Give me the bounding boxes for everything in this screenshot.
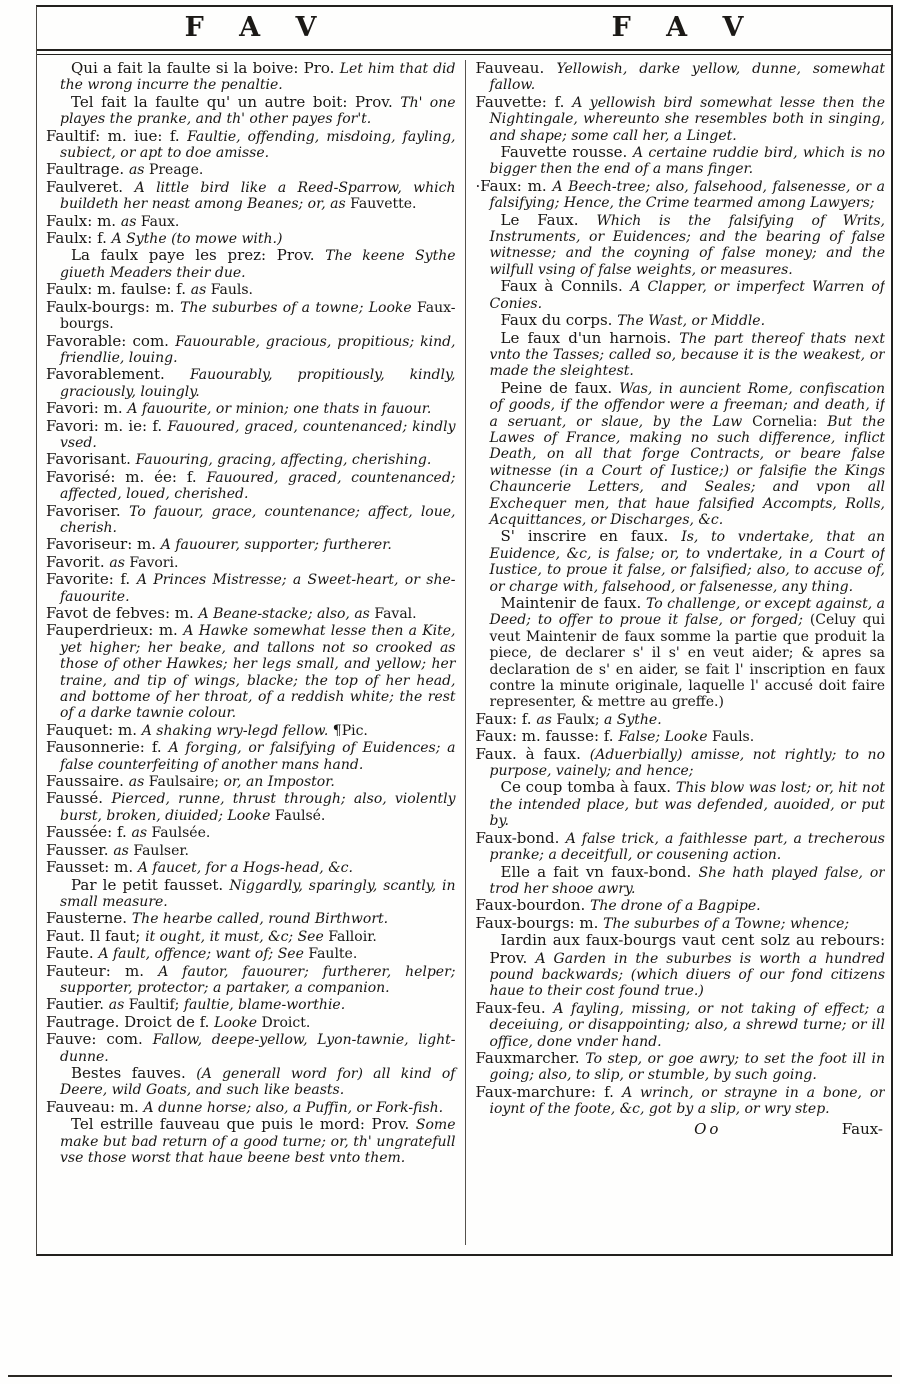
entry-headword: Tel fait la faulte qu' un autre boit: Prov. [71,92,401,111]
dictionary-entry [46,945,456,962]
entry-headword: Faussée: f. [46,823,132,842]
page-frame [36,5,893,1256]
entry-definition: False; Looke [618,729,712,746]
entry-headword: Par le petit fausset. [71,875,230,894]
entry-definition: A fauourer, supporter; furtherer. [160,537,392,554]
dictionary-entry [46,790,456,824]
entry-crossref: Faulx; [556,711,604,728]
dictionary-entry [46,963,456,997]
entry-headword: Fauteur: m. [46,961,159,980]
entry-definition: Fauouring, gracing, affecting, cherishing. [135,452,432,469]
entry-definition: as [109,554,130,571]
entry-definition: A Beane-stacke; also, as [198,606,375,622]
entry-definition: But the Lawes of France, making no such difference, inflict Death, on all that forge Contracts, or beare false witnesse (in a Court of Iustice;) or falsifie the Kings Chauncerie Letters, and Seales; and vpon all Exchequer men, that haue falsified Accompts, Rolls, Acquittances, or Discharges, &c. [489,413,885,528]
dictionary-entry [46,161,456,178]
dictionary-entry [46,1031,456,1065]
entry-definition: To step, or goe awry; to set the foot ill in going; also, to slip, or stumble, by such going. [489,1050,885,1084]
entry-headword: Fauxmarcher. [475,1048,586,1067]
entry-headword: Favori: m. ie: f. [46,416,168,435]
left-column [46,60,465,1245]
entry-definition: A fayling, missing, or not taking of effect; a deceiuing, or disappointing; also, a shrewd turne; or ill office, done vnder hand. [489,1000,885,1050]
dictionary-entry [476,595,886,711]
dictionary-entry [46,1065,456,1099]
entry-headword: Favorablement. [46,365,190,384]
dictionary-entry [46,859,456,876]
entry-headword: Faux-bond. [475,828,566,847]
dictionary-entry [476,915,886,932]
entry-headword: Fauvette: f. [475,92,573,111]
entry-headword: Fauvette rousse. [500,143,633,162]
entry-crossref: Faux-bourgs. [60,299,456,333]
dictionary-entry [476,728,886,745]
entry-definition: A Clapper, or imperfect Warren of Conies. [489,279,885,312]
entry-crossref: Faux. [140,213,180,230]
scan-artifact-line [8,1375,892,1377]
entry-definition: The suburbes of a towne; Looke [180,299,417,316]
entry-definition: A Beech-tree; also, falsehood, falsenesse, or a falsifying; Hence, the Crime tearmed among Lawyers; [489,178,885,212]
dictionary-entry [476,1000,886,1050]
dictionary-entry [476,1050,886,1084]
entry-definition: A dunne horse; also, a Puffin, or Fork-fish. [143,1099,444,1116]
running-head-left: F A V [184,11,330,43]
entry-headword: Le Faux. [500,210,597,229]
entry-definition: A fautor, fauourer; furtherer, helper; supporter, protector; a partaker, a companion. [60,963,456,996]
entry-headword: Faultrage. [46,160,129,179]
entry-headword: Peine de faux. [500,378,620,397]
entry-definition: Fauourable, gracious, propitious; kind, friendlie, louing. [60,333,456,366]
entry-crossref: Favori. [129,554,179,571]
entry-headword: Fausser. [46,840,114,859]
dictionary-entry [46,1099,456,1116]
entry-headword: Fauperdrieux: m. [46,621,184,640]
dictionary-entry [46,503,456,537]
dictionary-entry [46,333,456,367]
entry-headword: Fauveau: m. [46,1097,144,1116]
entry-headword: Tel estrille fauveau que puis le mord: Prov. [71,1115,416,1134]
entry-headword: Favorisant. [46,450,136,469]
dictionary-entry [46,554,456,571]
entry-definition: Faultie, offending, misdoing, fayling, subiect, or apt to doe amisse. [60,128,456,162]
entry-headword: Favoriseur: m. [46,535,161,554]
entry-headword: Elle a fait vn faux-bond. [500,862,699,881]
entry-definition: as [131,825,152,842]
entry-definition: Fallow, deepe-yellow, Lyon-tawnie, light-dunne. [60,1032,456,1065]
running-head-right: F A V [611,11,757,43]
dictionary-entry [476,528,886,595]
dictionary-entry [46,910,456,927]
entry-definition: A false trick, a faithlesse part, a trecherous pranke; a deceitfull, or cousening action. [489,830,885,864]
dictionary-entry [476,932,886,1000]
entry-definition: Fauoured, graced, countenanced; affected, loued, cherished. [60,469,456,503]
entry-headword: Qui a fait la faulte si la boive: Pro. [71,60,340,77]
dictionary-entry [46,536,456,553]
entry-headword: Faut. Il faut; [46,926,146,945]
entry-definition: as [128,162,149,179]
entry-headword: Faux-marchure: f. [475,1082,623,1101]
entry-crossref: Faultif; [128,997,184,1014]
entry-definition: The Wast, or Middle. [617,313,766,330]
entry-definition: Some make but bad return of a good turne; or, th' ungratefull vse those worst that haue beene best vnto them. [60,1117,456,1166]
entry-headword: Fautrage. Droict de f. [46,1012,215,1031]
dictionary-entry [46,451,456,468]
entry-definition: Niggardly, sparingly, scantly, in small measure. [60,877,456,910]
entry-definition: as [120,213,141,230]
entry-definition: faultie, blame-worthie. [183,997,346,1014]
entry-headword: Le faux d'un harnois. [500,328,680,347]
entry-headword: Faux-feu. [475,998,554,1017]
entry-definition: A forging, or falsifying of Euidences; a false counterfeiting of another mans hand. [60,740,456,773]
right-column-entries [476,60,886,1118]
dictionary-entry [46,418,456,452]
entry-definition: The drone of a Bagpipe. [590,898,761,915]
right-column [465,60,886,1245]
entry-headword: Favorite: f. [46,570,137,589]
dictionary-entry [46,247,456,281]
entry-headword: Ce coup tomba à faux. [500,778,676,797]
dictionary-entry [476,711,886,728]
entry-crossref: Preage. [148,162,204,179]
entry-definition: as [190,282,211,299]
entry-headword: Favorisé: m. ée: f. [46,467,207,486]
dictionary-entry [476,746,886,780]
entry-definition: Fauourably, propitiously, kindly, graciously, louingly. [60,367,456,400]
entry-crossref: Faulte. [308,946,358,963]
entry-definition: Yellowish, darke yellow, dunne, somewhat fallow. [489,61,885,94]
entry-headword: Faux à Connils. [500,277,631,296]
entry-headword: Faussé. [46,789,112,808]
dictionary-entry [476,94,886,144]
entry-headword: Faux du corps. [500,311,618,330]
dictionary-entry [46,469,456,503]
dictionary-entry [46,842,456,859]
entry-headword: Faux-bourgs: m. [475,913,604,932]
dictionary-entry [46,739,456,773]
entry-definition: The part thereof thats next vnto the Tasses; called so, because it is the weakest, or made the sleightest. [489,330,885,380]
dictionary-entry [46,605,456,622]
colophon-line [476,1118,886,1138]
dictionary-entry [46,179,456,213]
entry-crossref: Droict. [261,1014,311,1031]
entry-headword: Faulx-bourgs: m. [46,297,181,316]
entry-headword: Fausset: m. [46,858,138,877]
dictionary-entry [476,779,886,829]
dictionary-entry [476,380,886,529]
dictionary-entry [46,928,456,945]
entry-headword: Faulx: f. [46,229,112,248]
entry-definition: The hearbe called, round Birthwort. [131,911,389,928]
entry-definition: Is, to vndertake, that an Euidence, &c, is false; or, to vndertake, in a Court of Iustice, to proue it false, or falsified; also, to accuse of, or charge with, falsehood, or falsenesse, any thing. [489,529,885,595]
dictionary-entry [476,1084,886,1118]
entry-headword: Fauveau. [475,60,557,77]
entry-definition: She hath played false, or trod her shooe awry. [489,864,885,897]
entry-headword: Faultif: m. iue: f. [46,126,188,145]
dictionary-entry [476,212,886,279]
entry-headword: Favoriser. [46,501,130,520]
entry-definition: Looke [214,1014,262,1031]
dictionary-entry [476,278,886,312]
dictionary-entry [476,864,886,898]
entry-headword: Favorable: com. [46,331,176,350]
entry-headword: Bestes fauves. [71,1063,197,1082]
entry-definition: A wrinch, or strayne in a bone, or ioynt of the foote, &c, got by a slip, or wry step. [489,1084,885,1118]
entry-crossref: Faulsée. [151,825,211,842]
entry-definition: it ought, it must, &c; See [145,928,329,945]
entry-definition: Let him that did the wrong incurre the penaltie. [60,61,456,94]
dictionary-entry [476,897,886,914]
entry-headword: Maintenir de faux. [500,594,647,612]
entry-definition: A Garden in the suburbes is worth a hundred pound backwards; (which diuers of our fond citizens haue to their cost found true.) [489,950,885,1000]
entry-definition: A Sythe (to mowe with.) [111,231,283,248]
entry-crossref: ¶Pic. [332,722,368,739]
entry-definition: A faucet, for a Hogs-head, &c. [137,860,353,877]
dictionary-entry [476,312,886,329]
entry-headword: Faulveret. [46,177,135,196]
dictionary-entry [46,299,456,333]
entry-definition: The keene Sythe giueth Meaders their due. [60,248,456,281]
dictionary-entry [46,128,456,162]
entry-crossref: (Celuy qui veut Maintenir de faux somme la partie que produit la piece, de declarer s' il s' en veut aider; & apres sa declaration de s' en aider, se fait l' inscription en faux contre la minute originale, laquelle l' accusé doit faire representer, & mettre au greffe.) [489,612,885,711]
entry-definition: as [128,774,149,791]
entry-definition: or, an Impostor. [223,774,335,791]
entry-definition: A little bird like a Reed-Sparrow, which buildeth her neast among Beanes; or, as [60,179,456,213]
entry-definition: Was, in auncient Rome, confiscation of goods, if the offendor were a freeman; and death, if a seruant, or slaue, by the Law [489,380,885,430]
entry-definition: A fault, offence; want of; See [98,946,309,963]
entry-headword: Favot de febves: m. [46,604,199,622]
text-columns [37,55,891,1245]
dictionary-entry [46,1116,456,1166]
running-head [37,7,891,47]
entry-definition: (A generall word for) all kind of Deere, wild Goats, and such like beasts. [60,1065,456,1099]
entry-definition: A fauourite, or minion; one thats in fauour. [127,401,432,418]
entry-headword: Faute. [46,944,99,963]
entry-definition: as [113,842,134,859]
dictionary-entry [46,213,456,230]
entry-headword: Fausonnerie: f. [46,738,169,757]
entry-crossref: Faval. [374,606,417,622]
dictionary-entry [476,144,886,178]
entry-definition: A Princes Mistresse; a Sweet-heart, or she-fauourite. [60,572,456,605]
entry-headword: Fauve: com. [46,1030,153,1049]
dictionary-entry [476,830,886,864]
entry-headword: Faulx: m. [46,211,121,230]
dictionary-entry [46,60,456,94]
entry-crossref: Falloir. [328,928,377,945]
entry-headword: Faux: f. [475,709,537,728]
dictionary-entry [476,178,886,212]
dictionary-entry [46,400,456,417]
dictionary-entry [46,94,456,128]
entry-definition: as [108,997,129,1014]
dictionary-entry [46,722,456,739]
catchword: Faux- [841,1119,883,1138]
entry-definition: The suburbes of a Towne; whence; [603,915,850,932]
dictionary-entry [46,996,456,1013]
entry-definition: Which is the falsifying of Writs, Instruments, or Euidences; and the bearing of false witnesse; and the coyning of false money; and the wilfull vsing of false weights, or measures. [489,212,885,278]
entry-definition: Fauoured, graced, countenanced; kindly vsed. [60,418,456,451]
dictionary-entry [46,366,456,400]
entry-crossref: Faulser. [133,842,189,859]
entry-headword: ·Faux: m. [475,176,553,195]
entry-headword: La faulx paye les prez: Prov. [71,246,326,265]
entry-definition: Th' one playes the pranke, and th' other payes for't. [60,94,456,128]
entry-definition: This blow was lost; or, hit not the intended place, but was defended, auoided, or put by. [489,780,885,830]
entry-headword: Faulx: m. faulse: f. [46,280,191,299]
entry-headword: S' inscrire en faux. [500,527,682,546]
entry-definition: Pierced, runne, thrust through; also, violently burst, broken, diuided; Looke [60,791,456,824]
entry-definition: as [536,711,557,728]
entry-crossref: Cornelia: [752,413,828,430]
entry-definition: To fauour, grace, countenance; affect, loue, cherish. [60,503,456,536]
entry-definition: To challenge, or except against, a Deed; to offer to proue it false, or forged; [489,596,885,629]
entry-headword: Faussaire. [46,772,129,791]
dictionary-entry [46,622,456,721]
entry-definition: A certaine ruddie bird, which is no bigger then the end of a mans finger. [489,145,885,178]
dictionary-entry [476,330,886,380]
entry-crossref: Fauls. [210,282,253,299]
entry-definition: A shaking wry-legd fellow. [141,722,333,739]
entry-crossref: Faulsaire; [148,774,224,791]
entry-definition: A Hawke somewhat lesse then a Kite, yet higher; her beake, and tallons not so crooked as those of other Hawkes; her legs small, and yellow; her traine, and tip of wings, blacke; the top of her head, and bottome of her throat, of a reddish white; the rest of a darke tawnie colour. [60,623,456,722]
entry-headword: Fauquet: m. [46,720,142,739]
entry-definition: A yellowish bird somewhat lesse then the Nightingale, whereunto she resembles both in singing, and shape; some call her, a Linget. [489,94,885,144]
entry-crossref: Faulsé. [274,807,326,824]
entry-headword: Faux-bourdon. [475,896,591,915]
entry-headword: Favorit. [46,552,110,571]
dictionary-entry [46,281,456,298]
entry-crossref: Fauls. [711,729,755,746]
dictionary-entry [46,877,456,911]
entry-headword: Faux. à faux. [475,744,590,763]
dictionary-entry [46,571,456,605]
dictionary-entry [46,824,456,841]
entry-headword: Faux: m. fausse: f. [475,727,619,746]
entry-crossref: Fauvette. [350,196,417,213]
entry-definition: (Aduerbially) amisse, not rightly; to no purpose, vainely; and hence; [489,746,885,780]
entry-headword: Fausterne. [46,909,132,928]
dictionary-entry [46,230,456,247]
signature-mark: Oo [694,1119,722,1138]
entry-definition: a Sythe. [603,711,662,728]
entry-headword: Iardin aux faux-bourgs vaut cent solz au rebours: Prov. [489,931,885,967]
dictionary-entry [476,60,886,94]
entry-headword: Favori: m. [46,399,128,418]
dictionary-entry [46,773,456,790]
entry-headword: Fautier. [46,995,109,1014]
dictionary-entry [46,1014,456,1031]
